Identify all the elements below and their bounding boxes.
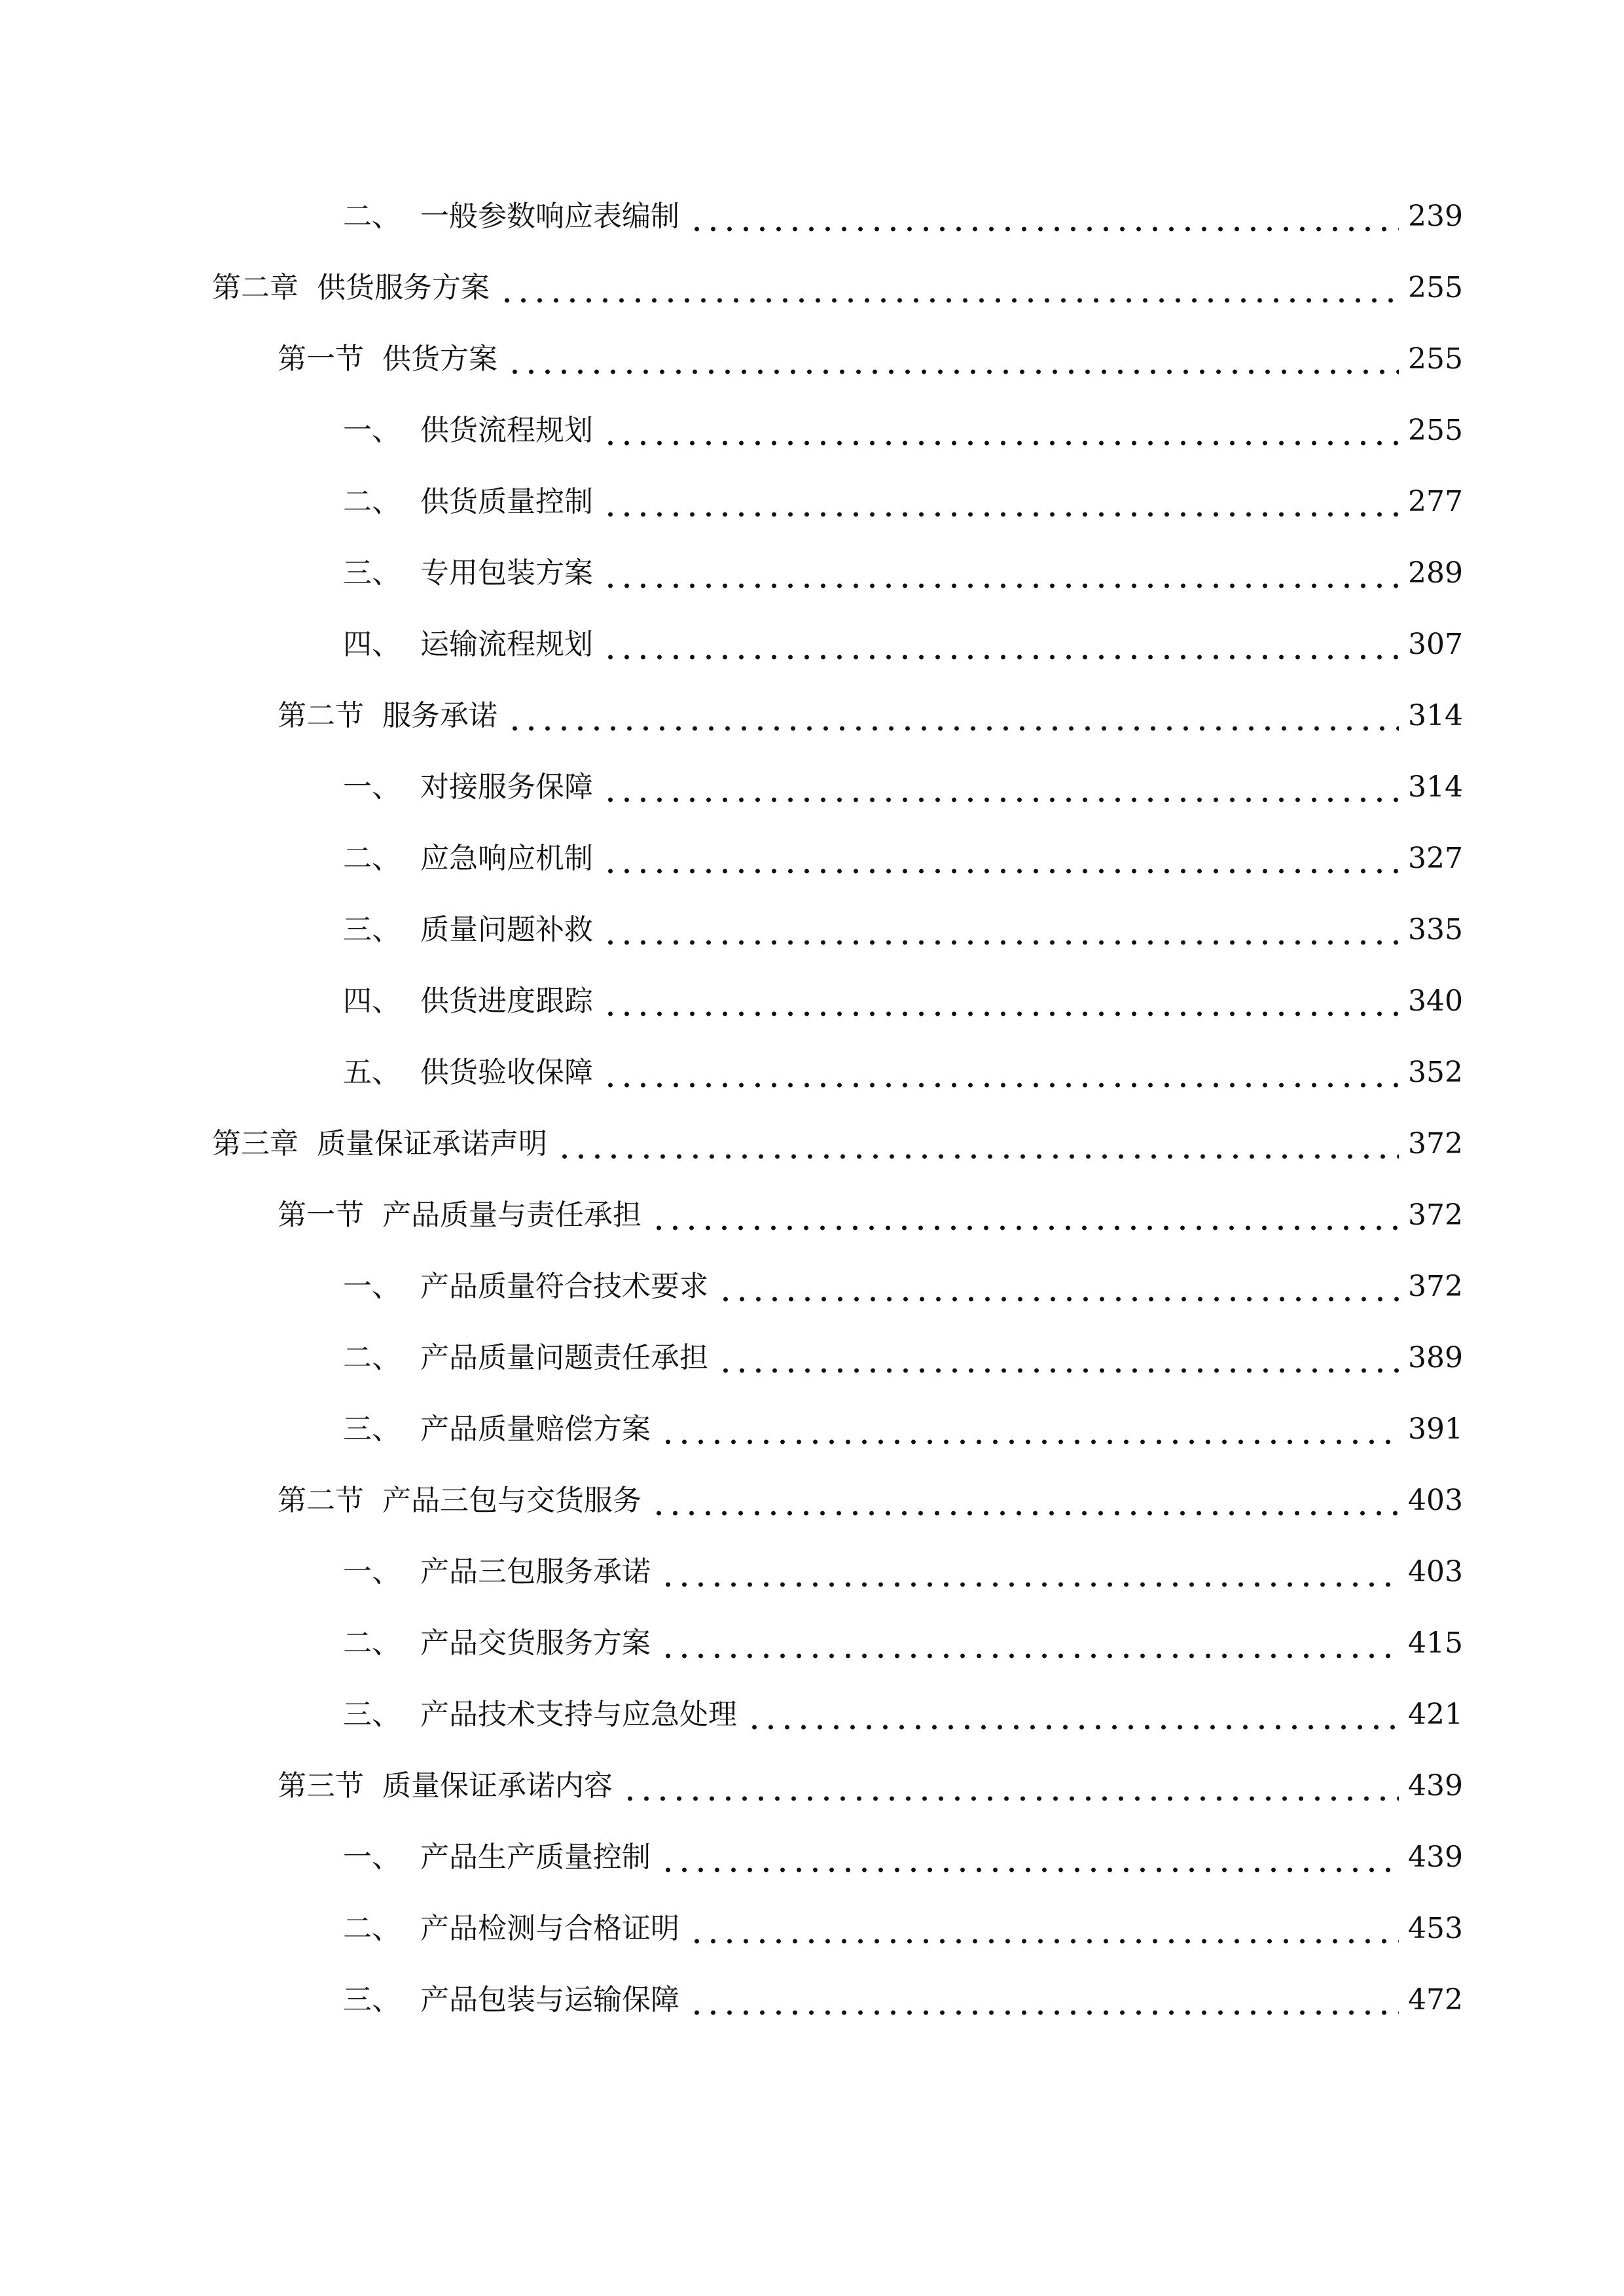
dot-leader bbox=[622, 1760, 1399, 1812]
toc-entry[interactable] bbox=[343, 1403, 1463, 1456]
toc-entry-title: 专用包装方案 bbox=[420, 556, 593, 590]
dot-leader bbox=[602, 833, 1399, 885]
dot-leader bbox=[660, 1831, 1399, 1884]
toc-entry-page: 389 bbox=[1408, 1341, 1463, 1374]
toc-entry-page: 340 bbox=[1408, 984, 1463, 1018]
toc-entry-number: 三、 bbox=[343, 913, 401, 946]
toc-entry-number: 三、 bbox=[343, 1412, 401, 1446]
dot-leader bbox=[602, 404, 1399, 457]
toc-entry-title: 质量问题补救 bbox=[420, 913, 593, 946]
toc-entry-number: 第三章 bbox=[212, 1127, 298, 1160]
toc-entry-title: 供货方案 bbox=[382, 342, 497, 376]
dot-leader bbox=[602, 904, 1399, 956]
toc-entry[interactable] bbox=[343, 1903, 1463, 1955]
toc-entry-title: 供货服务方案 bbox=[317, 271, 490, 304]
toc-entry-page: 307 bbox=[1408, 628, 1463, 661]
toc-entry-title: 产品生产质量控制 bbox=[420, 1840, 651, 1874]
dot-leader bbox=[717, 1332, 1399, 1384]
toc-entry[interactable] bbox=[278, 333, 1463, 386]
toc-entry-page: 335 bbox=[1408, 913, 1463, 946]
toc-entry-page: 415 bbox=[1408, 1626, 1463, 1660]
toc-entry[interactable] bbox=[343, 1689, 1463, 1741]
toc-entry-title: 供货流程规划 bbox=[420, 414, 593, 447]
toc-entry-title: 应急响应机制 bbox=[420, 842, 593, 875]
dot-leader bbox=[717, 1261, 1399, 1313]
dot-leader bbox=[689, 1903, 1399, 1955]
toc-entry-number: 二、 bbox=[343, 1912, 401, 1945]
toc-entry-page: 421 bbox=[1408, 1698, 1463, 1731]
toc-entry-title: 服务承诺 bbox=[382, 699, 497, 732]
toc-entry[interactable] bbox=[212, 262, 1463, 314]
dot-leader bbox=[660, 1546, 1399, 1598]
dot-leader bbox=[660, 1617, 1399, 1670]
toc-entry-number: 第二章 bbox=[212, 271, 298, 304]
dot-leader bbox=[746, 1689, 1399, 1741]
toc-entry-title: 产品质量与责任承担 bbox=[382, 1198, 641, 1232]
toc-entry-number: 第二节 bbox=[278, 699, 364, 732]
toc-entry[interactable] bbox=[212, 1118, 1463, 1170]
toc-entry-title: 产品三包服务承诺 bbox=[420, 1555, 651, 1588]
toc-entry[interactable] bbox=[278, 1189, 1463, 1242]
toc-entry-title: 质量保证承诺内容 bbox=[382, 1769, 613, 1803]
toc-entry-number: 第二节 bbox=[278, 1484, 364, 1517]
toc-entry-number: 一、 bbox=[343, 1270, 401, 1303]
dot-leader bbox=[602, 476, 1399, 528]
toc-entry-number: 一、 bbox=[343, 770, 401, 804]
toc-entry[interactable] bbox=[343, 1974, 1463, 2026]
toc-entry-number: 第一节 bbox=[278, 342, 364, 376]
toc-entry[interactable] bbox=[343, 476, 1463, 528]
toc-entry-title: 产品包装与运输保障 bbox=[420, 1983, 679, 2017]
toc-entry-page: 327 bbox=[1408, 842, 1463, 875]
toc-entry-number: 四、 bbox=[343, 984, 401, 1018]
toc-entry-title: 一般参数响应表编制 bbox=[420, 200, 679, 233]
toc-entry[interactable] bbox=[278, 1760, 1463, 1812]
toc-entry[interactable] bbox=[343, 404, 1463, 457]
toc-entry-number: 二、 bbox=[343, 1626, 401, 1660]
toc-entry-title: 产品技术支持与应急处理 bbox=[420, 1698, 737, 1731]
toc-entry[interactable] bbox=[343, 1546, 1463, 1598]
toc-entry[interactable] bbox=[343, 975, 1463, 1028]
toc-entry-page: 472 bbox=[1408, 1983, 1463, 2017]
toc-entry-page: 255 bbox=[1408, 414, 1463, 447]
toc-entry-page: 453 bbox=[1408, 1912, 1463, 1945]
toc-entry-title: 对接服务保障 bbox=[420, 770, 593, 804]
toc-entry[interactable] bbox=[343, 1831, 1463, 1884]
toc-entry-page: 372 bbox=[1408, 1127, 1463, 1160]
toc-entry-number: 二、 bbox=[343, 200, 401, 233]
toc-entry-title: 运输流程规划 bbox=[420, 628, 593, 661]
dot-leader bbox=[689, 190, 1399, 243]
toc-entry-page: 314 bbox=[1408, 699, 1463, 732]
toc-entry[interactable] bbox=[343, 1332, 1463, 1384]
toc-entry-number: 第一节 bbox=[278, 1198, 364, 1232]
toc-entry-number: 一、 bbox=[343, 1555, 401, 1588]
dot-leader bbox=[651, 1189, 1399, 1242]
toc-entry[interactable] bbox=[343, 190, 1463, 243]
dot-leader bbox=[602, 547, 1399, 600]
toc-entry-number: 第三节 bbox=[278, 1769, 364, 1803]
toc-entry-number: 二、 bbox=[343, 485, 401, 518]
toc-entry-number: 二、 bbox=[343, 842, 401, 875]
dot-leader bbox=[602, 975, 1399, 1028]
toc-entry[interactable] bbox=[343, 833, 1463, 885]
toc-entry-title: 产品三包与交货服务 bbox=[382, 1484, 641, 1517]
toc-entry-page: 403 bbox=[1408, 1484, 1463, 1517]
toc-entry-page: 239 bbox=[1408, 200, 1463, 233]
toc-entry-title: 产品质量符合技术要求 bbox=[420, 1270, 708, 1303]
dot-leader bbox=[602, 1047, 1399, 1099]
toc-entry[interactable] bbox=[343, 1617, 1463, 1670]
toc-entry-page: 372 bbox=[1408, 1270, 1463, 1303]
toc-entry-number: 一、 bbox=[343, 414, 401, 447]
toc-entry-page: 391 bbox=[1408, 1412, 1463, 1446]
dot-leader bbox=[602, 619, 1399, 671]
toc-entry-page: 403 bbox=[1408, 1555, 1463, 1588]
dot-leader bbox=[507, 333, 1399, 386]
dot-leader bbox=[499, 262, 1399, 314]
toc-entry-title: 产品质量问题责任承担 bbox=[420, 1341, 708, 1374]
dot-leader bbox=[651, 1475, 1399, 1527]
toc-entry-title: 产品检测与合格证明 bbox=[420, 1912, 679, 1945]
toc-entry-title: 供货质量控制 bbox=[420, 485, 593, 518]
toc-entry[interactable] bbox=[278, 690, 1463, 742]
toc-entry-title: 产品交货服务方案 bbox=[420, 1626, 651, 1660]
toc-entry-page: 352 bbox=[1408, 1056, 1463, 1089]
toc-entry-page: 439 bbox=[1408, 1840, 1463, 1874]
toc-entry-page: 277 bbox=[1408, 485, 1463, 518]
dot-leader bbox=[556, 1118, 1399, 1170]
toc-entry-page: 289 bbox=[1408, 556, 1463, 590]
toc-entry[interactable] bbox=[343, 1047, 1463, 1099]
toc-entry-number: 三、 bbox=[343, 1983, 401, 2017]
toc-entry-page: 439 bbox=[1408, 1769, 1463, 1803]
toc-entry-number: 一、 bbox=[343, 1840, 401, 1874]
toc-entry-number: 四、 bbox=[343, 628, 401, 661]
dot-leader bbox=[660, 1403, 1399, 1456]
toc-entry[interactable] bbox=[278, 1475, 1463, 1527]
toc-entry[interactable] bbox=[343, 1261, 1463, 1313]
toc-entry-number: 三、 bbox=[343, 556, 401, 590]
toc-entry-title: 质量保证承诺声明 bbox=[317, 1127, 547, 1160]
toc-entry[interactable] bbox=[343, 619, 1463, 671]
toc-entry-page: 314 bbox=[1408, 770, 1463, 804]
toc-entry[interactable] bbox=[343, 547, 1463, 600]
toc-entry-number: 二、 bbox=[343, 1341, 401, 1374]
toc-entry-title: 供货验收保障 bbox=[420, 1056, 593, 1089]
toc-entry-number: 五、 bbox=[343, 1056, 401, 1089]
toc-entry-title: 产品质量赔偿方案 bbox=[420, 1412, 651, 1446]
toc-entry-page: 255 bbox=[1408, 271, 1463, 304]
toc-entry-page: 372 bbox=[1408, 1198, 1463, 1232]
toc-entry-number: 三、 bbox=[343, 1698, 401, 1731]
dot-leader bbox=[602, 761, 1399, 814]
toc-entry[interactable] bbox=[343, 904, 1463, 956]
toc-entry-title: 供货进度跟踪 bbox=[420, 984, 593, 1018]
dot-leader bbox=[689, 1974, 1399, 2026]
dot-leader bbox=[507, 690, 1399, 742]
toc-entry-page: 255 bbox=[1408, 342, 1463, 376]
toc-entry[interactable] bbox=[343, 761, 1463, 814]
